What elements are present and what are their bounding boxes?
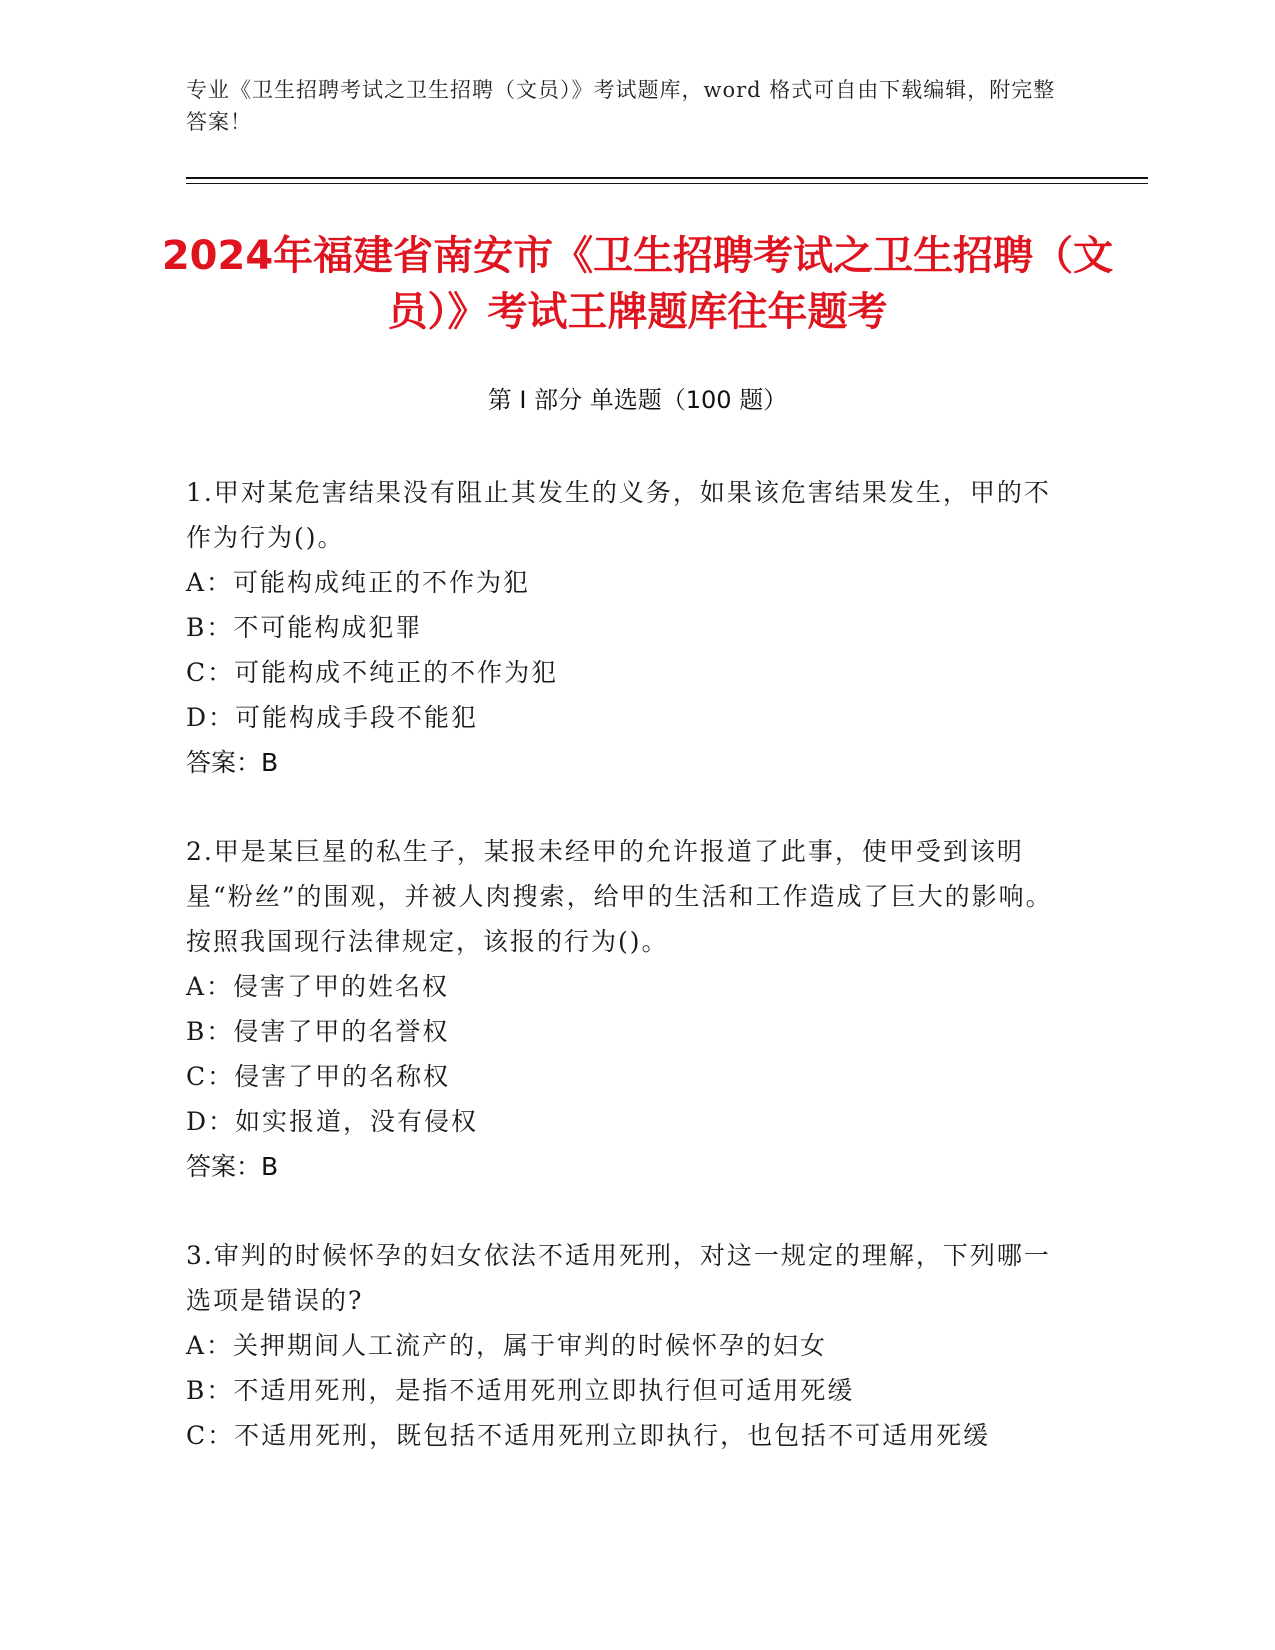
answer: 答案：B xyxy=(186,1152,279,1181)
option-c: C：侵害了甲的名称权 xyxy=(186,1062,451,1091)
question-1 xyxy=(186,470,1066,785)
section-title: 第 I 部分 单选题（100 题） xyxy=(487,386,788,414)
document-title: 2024年福建省南安市《卫生招聘考试之卫生招聘（文员）》考试王牌题库往年题考 xyxy=(161,233,1114,335)
option-b: B：侵害了甲的名誉权 xyxy=(186,1017,450,1046)
question-2 xyxy=(186,829,1066,1189)
option-b: B：不适用死刑，是指不适用死刑立即执行但可适用死缓 xyxy=(186,1376,855,1405)
header-divider-thin xyxy=(186,183,1148,184)
question-text: 1.甲对某危害结果没有阻止其发生的义务，如果该危害结果发生，甲的不作为行为()。 xyxy=(186,478,1051,552)
header-divider-thick xyxy=(186,177,1148,179)
option-a: A：关押期间人工流产的，属于审判的时候怀孕的妇女 xyxy=(186,1331,828,1360)
answer: 答案：B xyxy=(186,748,279,777)
header-note: 专业《卫生招聘考试之卫生招聘（文员）》考试题库，word 格式可自由下载编辑，附完整答案！ xyxy=(186,78,1056,134)
question-3 xyxy=(186,1233,1066,1458)
question-text: 3.审判的时候怀孕的妇女依法不适用死刑，对这一规定的理解，下列哪一选项是错误的? xyxy=(186,1241,1051,1315)
option-d: D：如实报道，没有侵权 xyxy=(186,1107,479,1136)
option-c: C：不适用死刑，既包括不适用死刑立即执行，也包括不可适用死缓 xyxy=(186,1421,991,1450)
option-d: D：可能构成手段不能犯 xyxy=(186,703,479,732)
question-text: 2.甲是某巨星的私生子，某报未经甲的允许报道了此事，使甲受到该明星“粉丝”的围观，并被人肉搜索，给甲的生活和工作造成了巨大的影响。按照我国现行法律规定，该报的行为()。 xyxy=(186,837,1053,956)
option-b: B：不可能构成犯罪 xyxy=(186,613,423,642)
option-a: A：可能构成纯正的不作为犯 xyxy=(186,568,531,597)
option-c: C：可能构成不纯正的不作为犯 xyxy=(186,658,559,687)
option-a: A：侵害了甲的姓名权 xyxy=(186,972,450,1001)
question-list xyxy=(186,470,1066,1502)
